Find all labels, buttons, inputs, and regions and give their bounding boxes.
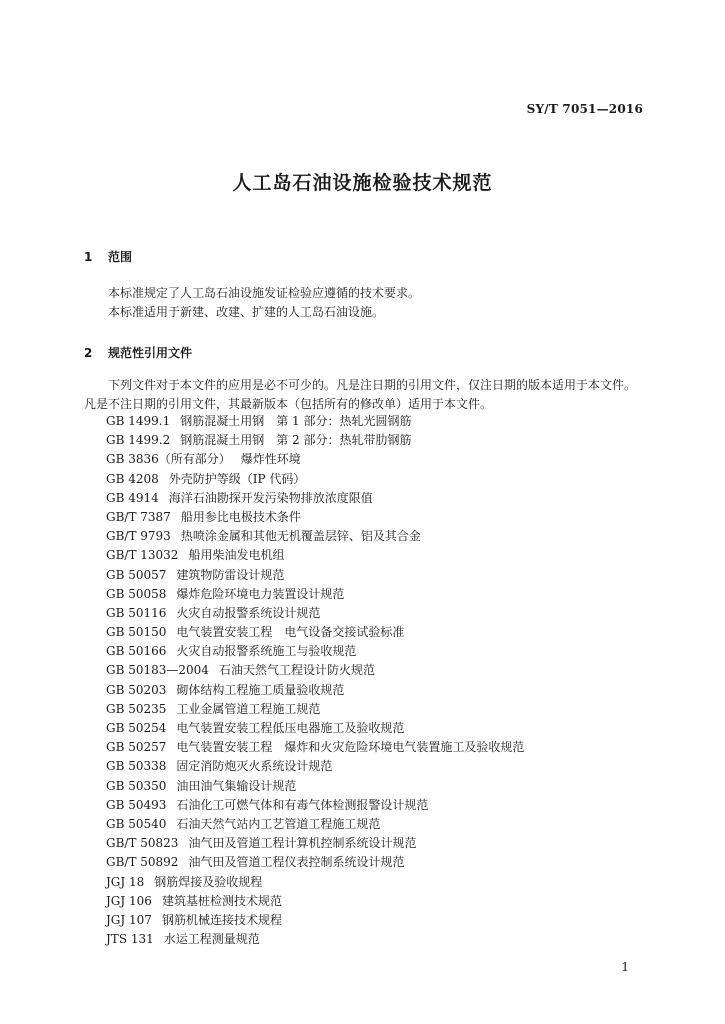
reference-title: 油气田及管道工程计算机控制系统设计规范 bbox=[188, 836, 417, 851]
reference-code: GB 50183—2004 bbox=[106, 663, 209, 678]
reference-title: 油田油气集输设计规范 bbox=[176, 778, 297, 793]
reference-title: 砌体结构工程施工质量验收规范 bbox=[176, 682, 345, 697]
reference-code: GB 50203 bbox=[106, 682, 167, 697]
reference-item bbox=[106, 892, 646, 911]
reference-item bbox=[106, 585, 646, 604]
reference-item bbox=[106, 431, 646, 450]
reference-title: 电气装置安装工程低压电器施工及验收规范 bbox=[176, 721, 405, 735]
reference-code: GB 1499.1 bbox=[106, 414, 171, 428]
reference-title: 钢筋混凝土用钢 第 2 部分：热轧带肋钢筋 bbox=[180, 433, 412, 448]
reference-code: JGJ 106 bbox=[106, 893, 152, 908]
section-heading-scope bbox=[84, 248, 132, 265]
reference-title: 石油天然气站内工艺管道工程施工规范 bbox=[176, 816, 381, 831]
reference-code: GB 50338 bbox=[106, 759, 167, 774]
reference-item bbox=[106, 719, 646, 738]
reference-item bbox=[106, 623, 646, 642]
reference-code: GB 50350 bbox=[106, 778, 167, 793]
reference-item bbox=[106, 796, 646, 815]
paragraph: 本标准规定了人工岛石油设施发证检验应遵循的技术要求。 bbox=[108, 286, 421, 300]
reference-code: GB 50058 bbox=[106, 586, 167, 601]
document-title: 人工岛石油设施检验技术规范 bbox=[232, 172, 493, 194]
paragraph: 本标准适用于新建、改建、扩建的人工岛石油设施。 bbox=[108, 305, 385, 319]
reference-title: 工业金属管道工程施工规范 bbox=[176, 701, 321, 716]
reference-item bbox=[106, 546, 646, 565]
reference-item bbox=[106, 777, 646, 796]
reference-code: JTS 131 bbox=[106, 932, 154, 947]
reference-code: GB/T 50823 bbox=[106, 836, 179, 851]
reference-title: 建筑基桩检测技术规范 bbox=[161, 893, 282, 908]
reference-code: GB 50540 bbox=[106, 816, 167, 831]
reference-item bbox=[106, 930, 646, 949]
reference-item bbox=[106, 911, 646, 930]
reference-title: 钢筋机械连接技术规程 bbox=[161, 912, 282, 927]
section-title: 规范性引用文件 bbox=[108, 346, 193, 360]
reference-item bbox=[106, 489, 646, 508]
reference-code: GB 50150 bbox=[106, 625, 167, 640]
reference-code: GB 50166 bbox=[106, 644, 167, 659]
reference-code: GB 4208 bbox=[106, 471, 159, 486]
reference-code: GB/T 13032 bbox=[106, 548, 179, 563]
reference-code: GB 1499.2 bbox=[106, 433, 171, 448]
reference-title: 火灾自动报警系统施工与验收规范 bbox=[176, 644, 357, 659]
reference-list bbox=[106, 412, 646, 949]
page-number: 1 bbox=[621, 960, 629, 974]
reference-code: GB/T 50892 bbox=[106, 855, 179, 870]
reference-title: 外壳防护等级（IP 代码） bbox=[168, 471, 306, 486]
reference-item bbox=[106, 412, 646, 431]
reference-item bbox=[106, 681, 646, 700]
reference-code: GB 50235 bbox=[106, 701, 167, 716]
reference-code: GB 50057 bbox=[106, 567, 167, 582]
section-title: 范围 bbox=[108, 250, 133, 264]
reference-code: GB 50116 bbox=[106, 605, 167, 620]
reference-title: 电气装置安装工程 爆炸和火灾危险环境电气装置施工及验收规范 bbox=[176, 740, 525, 755]
reference-code: GB 50257 bbox=[106, 740, 167, 755]
reference-item bbox=[106, 527, 646, 546]
reference-title: 船用参比电极技术条件 bbox=[180, 509, 301, 524]
reference-code: GB 50493 bbox=[106, 797, 167, 812]
reference-code: GB/T 7387 bbox=[106, 509, 171, 524]
reference-code: GB 3836（所有部分） bbox=[106, 452, 231, 467]
reference-item bbox=[106, 566, 646, 585]
references-intro: 下列文件对于本文件的应用是必不可少的。凡是注日期的引用文件，仅注日期的版本适用于本文件。凡是不注日期的引用文件，其最新版本（包括所有的修改单）适用于本文件。 bbox=[84, 378, 637, 411]
reference-item bbox=[106, 508, 646, 527]
reference-item bbox=[106, 853, 646, 872]
reference-code: JGJ 18 bbox=[106, 874, 145, 889]
reference-title: 船用柴油发电机组 bbox=[188, 548, 285, 563]
reference-item bbox=[106, 834, 646, 853]
reference-title: 爆炸危险环境电力装置设计规范 bbox=[176, 586, 345, 601]
reference-item bbox=[106, 661, 646, 680]
reference-title: 爆炸性环境 bbox=[240, 452, 301, 467]
reference-item bbox=[106, 604, 646, 623]
reference-item bbox=[106, 700, 646, 719]
reference-title: 钢筋混凝土用钢 第 1 部分：热轧光圆钢筋 bbox=[180, 414, 412, 428]
reference-title: 固定消防炮灭火系统设计规范 bbox=[176, 759, 333, 774]
reference-item bbox=[106, 738, 646, 757]
reference-item bbox=[106, 873, 646, 892]
reference-title: 火灾自动报警系统设计规范 bbox=[176, 605, 321, 620]
reference-item bbox=[106, 450, 646, 469]
reference-title: 电气装置安装工程 电气设备交接试验标准 bbox=[176, 625, 405, 640]
reference-code: JGJ 107 bbox=[106, 912, 152, 927]
reference-title: 海洋石油勘探开发污染物排放浓度限值 bbox=[168, 490, 373, 505]
reference-item bbox=[106, 470, 646, 489]
reference-item bbox=[106, 815, 646, 834]
reference-title: 石油化工可燃气体和有毒气体检测报警设计规范 bbox=[176, 797, 429, 812]
section-number: 1 bbox=[84, 250, 93, 264]
section-number: 2 bbox=[84, 346, 93, 360]
reference-code: GB 50254 bbox=[106, 721, 167, 735]
standard-code: SY/T 7051—2016 bbox=[526, 102, 643, 116]
reference-item bbox=[106, 757, 646, 776]
section-heading-normative-references bbox=[84, 344, 192, 361]
reference-title: 石油天然气工程设计防火规范 bbox=[218, 663, 375, 678]
reference-code: GB 4914 bbox=[106, 490, 159, 505]
reference-title: 水运工程测量规范 bbox=[163, 932, 260, 947]
reference-title: 建筑物防雷设计规范 bbox=[176, 567, 285, 582]
reference-title: 热喷涂金属和其他无机覆盖层锌、铝及其合金 bbox=[180, 529, 421, 544]
reference-item bbox=[106, 642, 646, 661]
reference-title: 油气田及管道工程仪表控制系统设计规范 bbox=[188, 855, 405, 870]
scope-text bbox=[84, 284, 646, 322]
reference-title: 钢筋焊接及验收规程 bbox=[154, 874, 263, 889]
reference-code: GB/T 9793 bbox=[106, 529, 171, 544]
